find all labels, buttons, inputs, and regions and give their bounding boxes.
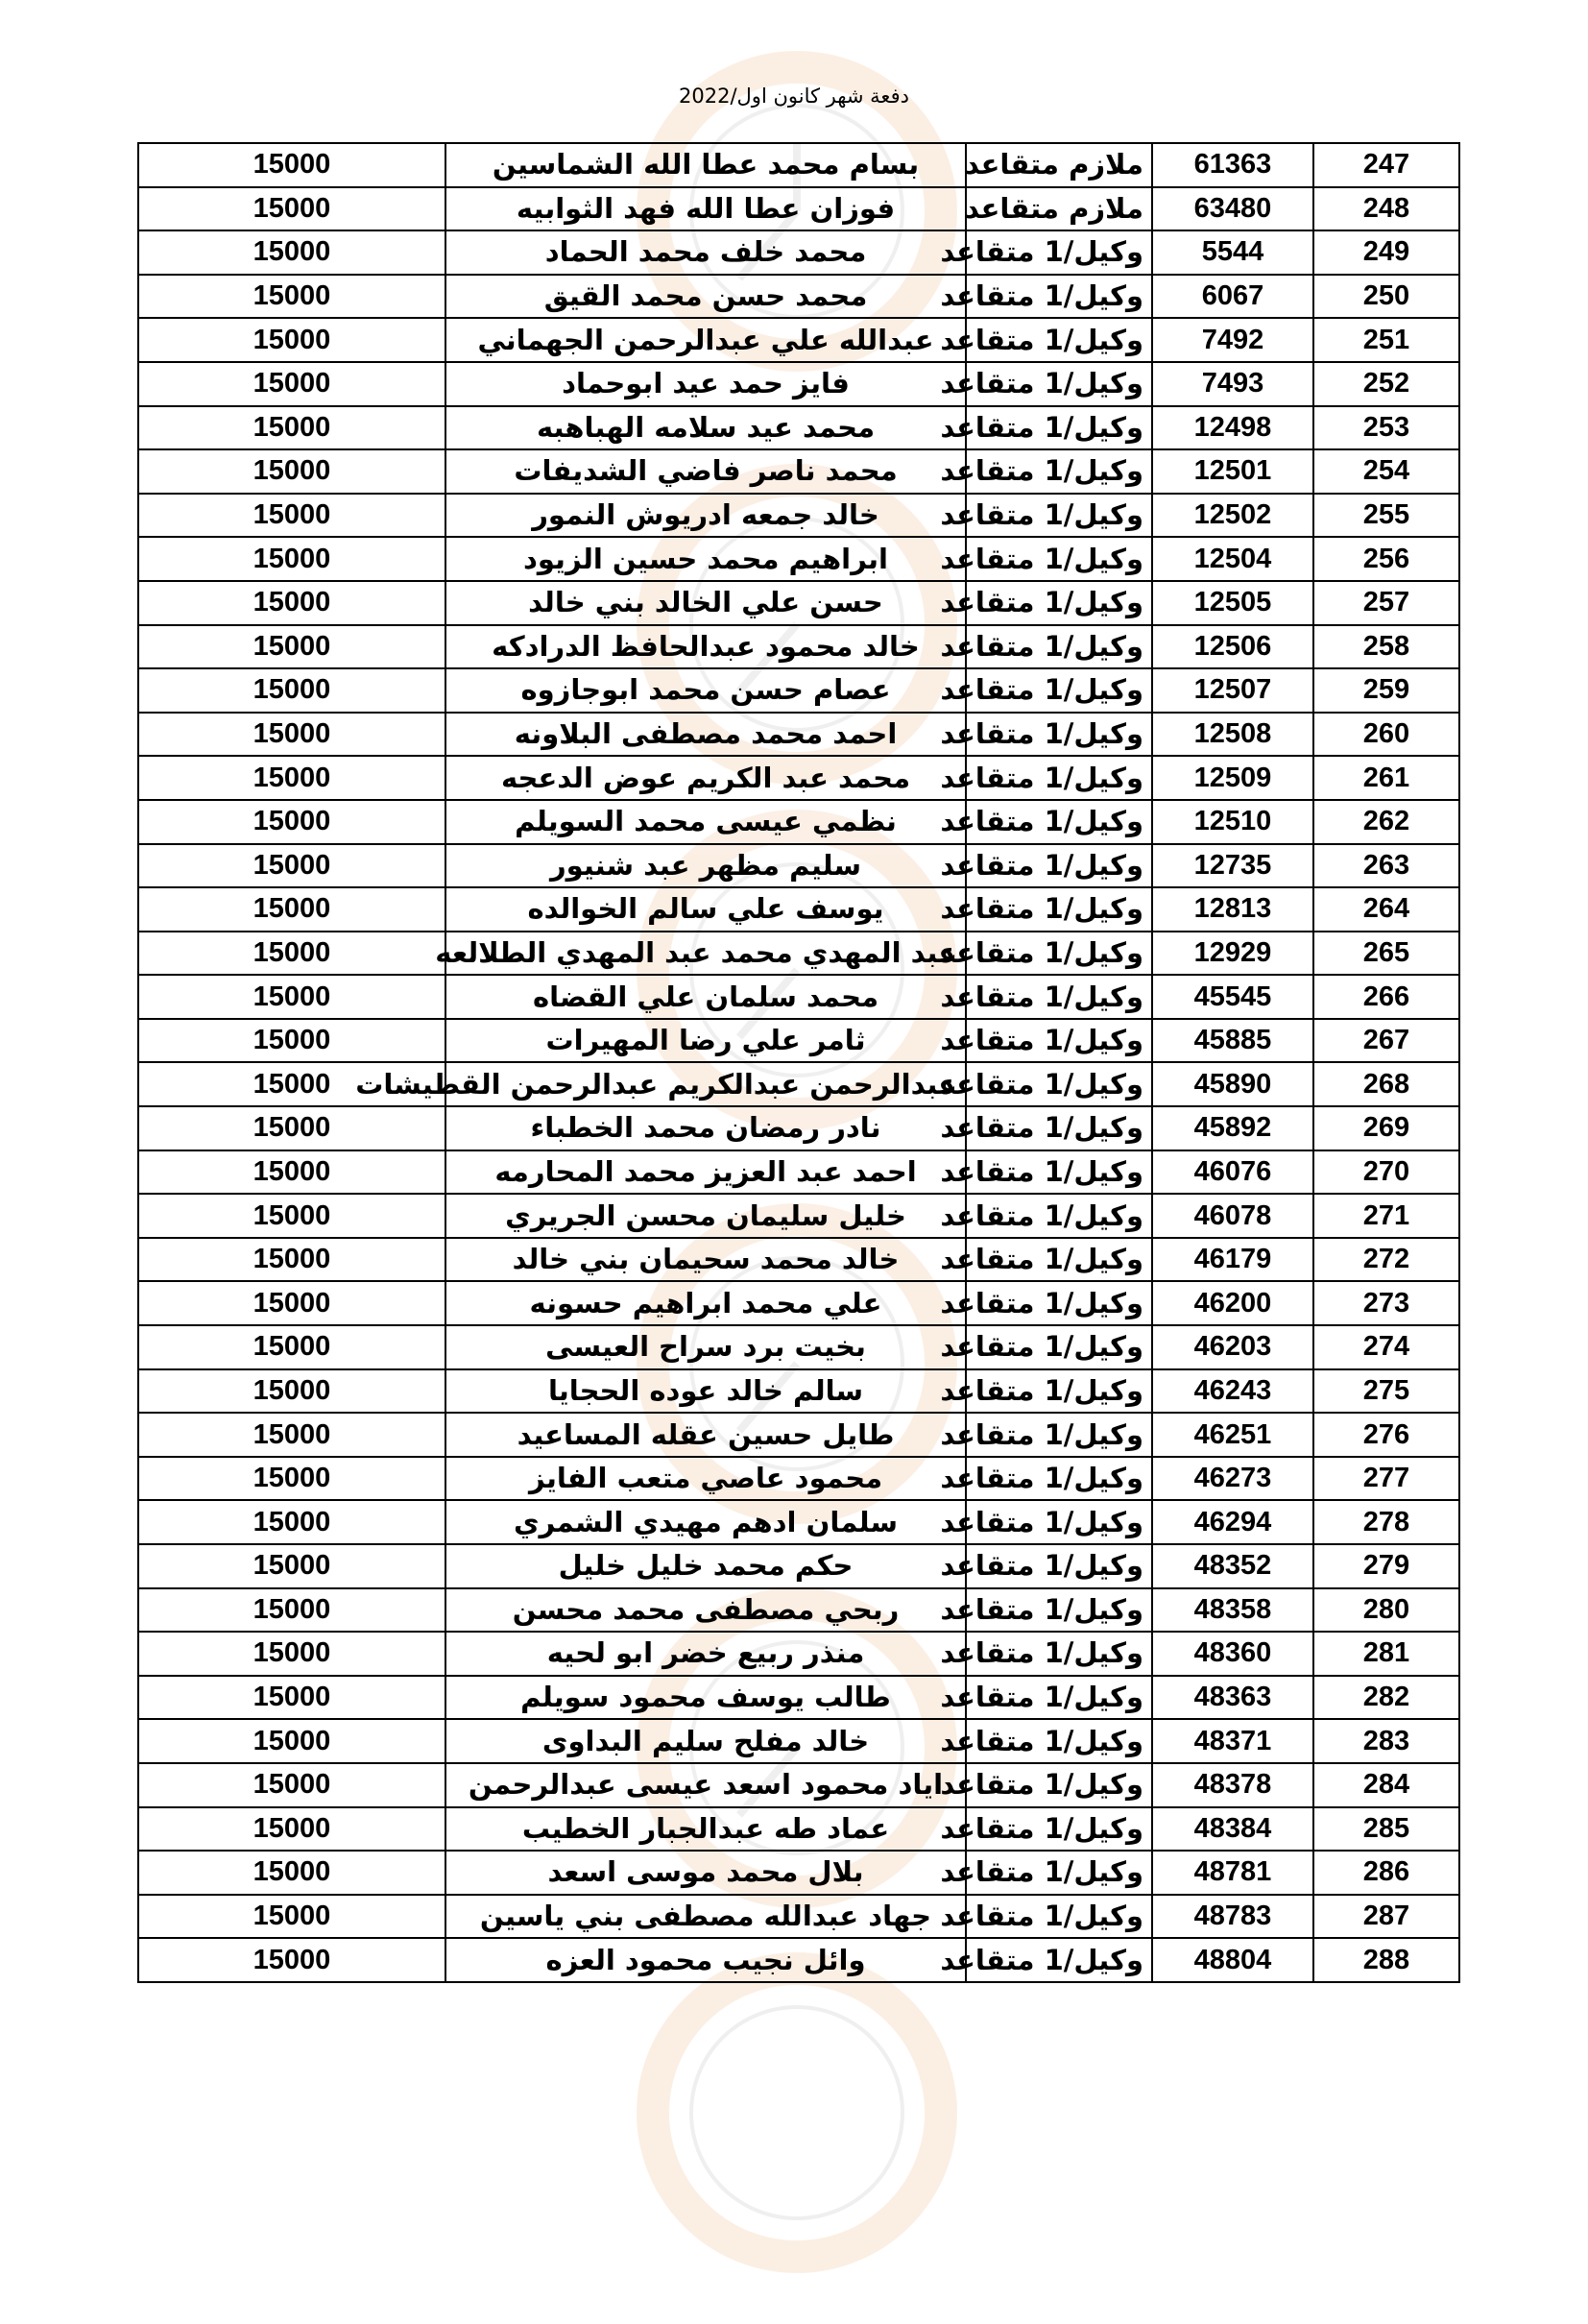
row-name-cell: بلال محمد موسى اسعد bbox=[445, 1851, 966, 1895]
row-amount-cell: 15000 bbox=[138, 1500, 445, 1544]
row-amount-cell: 15000 bbox=[138, 713, 445, 757]
row-number-cell: 46243 bbox=[1152, 1369, 1313, 1414]
table-row bbox=[138, 1938, 1459, 1982]
row-amount-cell: 15000 bbox=[138, 449, 445, 494]
row-seq-cell: 258 bbox=[1313, 625, 1459, 669]
row-number-cell: 12508 bbox=[1152, 713, 1313, 757]
row-amount-cell: 15000 bbox=[138, 275, 445, 319]
row-rank-cell: ملازم متقاعد bbox=[966, 143, 1152, 187]
table-row bbox=[138, 406, 1459, 450]
row-number-cell: 6067 bbox=[1152, 275, 1313, 319]
row-name-cell: فوزان عطا الله فهد الثوابيه bbox=[445, 187, 966, 231]
row-amount-cell: 15000 bbox=[138, 1544, 445, 1588]
table-row bbox=[138, 1106, 1459, 1150]
table-row bbox=[138, 713, 1459, 757]
table-row bbox=[138, 1019, 1459, 1063]
row-amount-cell: 15000 bbox=[138, 406, 445, 450]
row-rank-cell: وكيل/1 متقاعد bbox=[966, 318, 1152, 362]
row-amount-cell: 15000 bbox=[138, 1632, 445, 1676]
row-amount-cell: 15000 bbox=[138, 187, 445, 231]
row-amount-cell: 15000 bbox=[138, 1369, 445, 1414]
row-seq-cell: 281 bbox=[1313, 1632, 1459, 1676]
row-seq-cell: 259 bbox=[1313, 668, 1459, 713]
row-name-cell: علي محمد ابراهيم حسونه bbox=[445, 1281, 966, 1325]
table-row bbox=[138, 1851, 1459, 1895]
row-name-cell: اياد محمود اسعد عيسى عبدالرحمن bbox=[445, 1763, 966, 1807]
row-rank-cell: وكيل/1 متقاعد bbox=[966, 406, 1152, 450]
row-name-cell: عبدالله علي عبدالرحمن الجهماني bbox=[445, 318, 966, 362]
row-seq-cell: 264 bbox=[1313, 887, 1459, 932]
row-amount-cell: 15000 bbox=[138, 844, 445, 888]
row-rank-cell: وكيل/1 متقاعد bbox=[966, 1457, 1152, 1501]
row-amount-cell: 15000 bbox=[138, 668, 445, 713]
row-amount-cell: 15000 bbox=[138, 975, 445, 1019]
table-row bbox=[138, 1719, 1459, 1763]
row-number-cell: 46200 bbox=[1152, 1281, 1313, 1325]
row-name-cell: وائل نجيب محمود العزه bbox=[445, 1938, 966, 1982]
row-rank-cell: وكيل/1 متقاعد bbox=[966, 1150, 1152, 1195]
row-seq-cell: 254 bbox=[1313, 449, 1459, 494]
row-amount-cell: 15000 bbox=[138, 1106, 445, 1150]
row-rank-cell: وكيل/1 متقاعد bbox=[966, 362, 1152, 406]
row-amount-cell: 15000 bbox=[138, 1676, 445, 1720]
row-seq-cell: 276 bbox=[1313, 1413, 1459, 1457]
table-row bbox=[138, 1632, 1459, 1676]
row-number-cell: 12735 bbox=[1152, 844, 1313, 888]
row-amount-cell: 15000 bbox=[138, 1194, 445, 1238]
row-amount-cell: 15000 bbox=[138, 1019, 445, 1063]
row-seq-cell: 260 bbox=[1313, 713, 1459, 757]
table-row bbox=[138, 1413, 1459, 1457]
row-amount-cell: 15000 bbox=[138, 932, 445, 976]
row-number-cell: 12506 bbox=[1152, 625, 1313, 669]
table-row bbox=[138, 581, 1459, 625]
row-name-cell: سلمان ادهم مهيدي الشمري bbox=[445, 1500, 966, 1544]
row-rank-cell: وكيل/1 متقاعد bbox=[966, 537, 1152, 581]
row-number-cell: 48384 bbox=[1152, 1807, 1313, 1852]
row-rank-cell: وكيل/1 متقاعد bbox=[966, 1895, 1152, 1939]
row-rank-cell: وكيل/1 متقاعد bbox=[966, 668, 1152, 713]
table-row bbox=[138, 362, 1459, 406]
row-amount-cell: 15000 bbox=[138, 1719, 445, 1763]
table-row bbox=[138, 230, 1459, 275]
row-rank-cell: وكيل/1 متقاعد bbox=[966, 1676, 1152, 1720]
row-number-cell: 12510 bbox=[1152, 800, 1313, 844]
row-rank-cell: وكيل/1 متقاعد bbox=[966, 1851, 1152, 1895]
row-rank-cell: وكيل/1 متقاعد bbox=[966, 1062, 1152, 1106]
row-name-cell: طالب يوسف محمود سويلم bbox=[445, 1676, 966, 1720]
row-rank-cell: وكيل/1 متقاعد bbox=[966, 844, 1152, 888]
row-name-cell: عبدالرحمن عبدالكريم عبدالرحمن القطيشات bbox=[445, 1062, 966, 1106]
row-name-cell: حكم محمد خليل خليل bbox=[445, 1544, 966, 1588]
row-amount-cell: 15000 bbox=[138, 1062, 445, 1106]
table-row bbox=[138, 975, 1459, 1019]
row-name-cell: محمد عيد سلامه الهباهبه bbox=[445, 406, 966, 450]
table-row bbox=[138, 318, 1459, 362]
row-rank-cell: ملازم متقاعد bbox=[966, 187, 1152, 231]
row-number-cell: 48804 bbox=[1152, 1938, 1313, 1982]
row-name-cell: بسام محمد عطا الله الشماسين bbox=[445, 143, 966, 187]
row-amount-cell: 15000 bbox=[138, 318, 445, 362]
row-seq-cell: 266 bbox=[1313, 975, 1459, 1019]
payment-table bbox=[137, 142, 1460, 1983]
table-row bbox=[138, 844, 1459, 888]
row-seq-cell: 247 bbox=[1313, 143, 1459, 187]
row-seq-cell: 287 bbox=[1313, 1895, 1459, 1939]
row-rank-cell: وكيل/1 متقاعد bbox=[966, 1238, 1152, 1282]
table-row bbox=[138, 143, 1459, 187]
table-row bbox=[138, 449, 1459, 494]
row-number-cell: 48360 bbox=[1152, 1632, 1313, 1676]
row-number-cell: 12509 bbox=[1152, 756, 1313, 800]
table-row bbox=[138, 1676, 1459, 1720]
row-seq-cell: 265 bbox=[1313, 932, 1459, 976]
row-number-cell: 46251 bbox=[1152, 1413, 1313, 1457]
row-amount-cell: 15000 bbox=[138, 1325, 445, 1369]
row-amount-cell: 15000 bbox=[138, 537, 445, 581]
row-seq-cell: 267 bbox=[1313, 1019, 1459, 1063]
row-rank-cell: وكيل/1 متقاعد bbox=[966, 230, 1152, 275]
row-amount-cell: 15000 bbox=[138, 1238, 445, 1282]
row-number-cell: 45890 bbox=[1152, 1062, 1313, 1106]
row-name-cell: عصام حسن محمد ابوجازوه bbox=[445, 668, 966, 713]
row-seq-cell: 252 bbox=[1313, 362, 1459, 406]
row-number-cell: 61363 bbox=[1152, 143, 1313, 187]
row-seq-cell: 272 bbox=[1313, 1238, 1459, 1282]
row-rank-cell: وكيل/1 متقاعد bbox=[966, 800, 1152, 844]
row-name-cell: محمد حسن محمد القيق bbox=[445, 275, 966, 319]
row-seq-cell: 279 bbox=[1313, 1544, 1459, 1588]
row-seq-cell: 280 bbox=[1313, 1588, 1459, 1633]
row-number-cell: 45545 bbox=[1152, 975, 1313, 1019]
row-number-cell: 48363 bbox=[1152, 1676, 1313, 1720]
row-name-cell: محمد عبد الكريم عوض الدعجه bbox=[445, 756, 966, 800]
row-amount-cell: 15000 bbox=[138, 756, 445, 800]
row-rank-cell: وكيل/1 متقاعد bbox=[966, 1413, 1152, 1457]
table-row bbox=[138, 625, 1459, 669]
row-amount-cell: 15000 bbox=[138, 625, 445, 669]
row-number-cell: 48352 bbox=[1152, 1544, 1313, 1588]
row-number-cell: 5544 bbox=[1152, 230, 1313, 275]
row-seq-cell: 283 bbox=[1313, 1719, 1459, 1763]
table-row bbox=[138, 1588, 1459, 1633]
row-rank-cell: وكيل/1 متقاعد bbox=[966, 1325, 1152, 1369]
row-name-cell: يوسف علي سالم الخوالده bbox=[445, 887, 966, 932]
row-number-cell: 46179 bbox=[1152, 1238, 1313, 1282]
row-rank-cell: وكيل/1 متقاعد bbox=[966, 756, 1152, 800]
table-row bbox=[138, 1150, 1459, 1195]
row-seq-cell: 251 bbox=[1313, 318, 1459, 362]
row-amount-cell: 15000 bbox=[138, 362, 445, 406]
table-row bbox=[138, 756, 1459, 800]
row-name-cell: عبد المهدي محمد عبد المهدي الطلالعه bbox=[445, 932, 966, 976]
row-name-cell: منذر ربيع خضر ابو لحيه bbox=[445, 1632, 966, 1676]
row-number-cell: 12501 bbox=[1152, 449, 1313, 494]
row-seq-cell: 285 bbox=[1313, 1807, 1459, 1852]
row-amount-cell: 15000 bbox=[138, 1938, 445, 1982]
table-row bbox=[138, 668, 1459, 713]
row-name-cell: خالد محمود عبدالحافظ الدرادكه bbox=[445, 625, 966, 669]
row-number-cell: 12929 bbox=[1152, 932, 1313, 976]
row-seq-cell: 288 bbox=[1313, 1938, 1459, 1982]
row-number-cell: 46294 bbox=[1152, 1500, 1313, 1544]
table-row bbox=[138, 932, 1459, 976]
row-number-cell: 46078 bbox=[1152, 1194, 1313, 1238]
row-rank-cell: وكيل/1 متقاعد bbox=[966, 975, 1152, 1019]
row-name-cell: عماد طه عبدالجبار الخطيب bbox=[445, 1807, 966, 1852]
row-seq-cell: 256 bbox=[1313, 537, 1459, 581]
row-name-cell: محمود عاصي متعب الفايز bbox=[445, 1457, 966, 1501]
watermark-logo bbox=[595, 1940, 999, 2324]
table-row bbox=[138, 1763, 1459, 1807]
table-row bbox=[138, 275, 1459, 319]
row-amount-cell: 15000 bbox=[138, 1851, 445, 1895]
row-name-cell: خالد جمعه ادريوش النمور bbox=[445, 494, 966, 538]
row-amount-cell: 15000 bbox=[138, 800, 445, 844]
row-rank-cell: وكيل/1 متقاعد bbox=[966, 1194, 1152, 1238]
row-number-cell: 12504 bbox=[1152, 537, 1313, 581]
table-row bbox=[138, 1544, 1459, 1588]
table-row bbox=[138, 1500, 1459, 1544]
row-seq-cell: 270 bbox=[1313, 1150, 1459, 1195]
row-rank-cell: وكيل/1 متقاعد bbox=[966, 625, 1152, 669]
row-number-cell: 46076 bbox=[1152, 1150, 1313, 1195]
row-rank-cell: وكيل/1 متقاعد bbox=[966, 1632, 1152, 1676]
row-rank-cell: وكيل/1 متقاعد bbox=[966, 713, 1152, 757]
row-amount-cell: 15000 bbox=[138, 1807, 445, 1852]
row-name-cell: طايل حسين عقله المساعيد bbox=[445, 1413, 966, 1457]
row-rank-cell: وكيل/1 متقاعد bbox=[966, 1763, 1152, 1807]
row-amount-cell: 15000 bbox=[138, 1150, 445, 1195]
row-seq-cell: 277 bbox=[1313, 1457, 1459, 1501]
row-rank-cell: وكيل/1 متقاعد bbox=[966, 449, 1152, 494]
row-number-cell: 48781 bbox=[1152, 1851, 1313, 1895]
row-rank-cell: وكيل/1 متقاعد bbox=[966, 1938, 1152, 1982]
row-number-cell: 48371 bbox=[1152, 1719, 1313, 1763]
row-seq-cell: 271 bbox=[1313, 1194, 1459, 1238]
row-seq-cell: 284 bbox=[1313, 1763, 1459, 1807]
row-name-cell: محمد ناصر فاضي الشديفات bbox=[445, 449, 966, 494]
row-name-cell: بخيت برد سراح العيسى bbox=[445, 1325, 966, 1369]
row-name-cell: ربحي مصطفى محمد محسن bbox=[445, 1588, 966, 1633]
table-row bbox=[138, 494, 1459, 538]
table-row bbox=[138, 887, 1459, 932]
row-amount-cell: 15000 bbox=[138, 1763, 445, 1807]
row-number-cell: 12507 bbox=[1152, 668, 1313, 713]
row-rank-cell: وكيل/1 متقاعد bbox=[966, 275, 1152, 319]
row-amount-cell: 15000 bbox=[138, 1588, 445, 1633]
row-rank-cell: وكيل/1 متقاعد bbox=[966, 581, 1152, 625]
row-amount-cell: 15000 bbox=[138, 494, 445, 538]
row-amount-cell: 15000 bbox=[138, 581, 445, 625]
table-row bbox=[138, 187, 1459, 231]
payment-table-body bbox=[138, 143, 1459, 1982]
row-amount-cell: 15000 bbox=[138, 1895, 445, 1939]
row-name-cell: فايز حمد عيد ابوحماد bbox=[445, 362, 966, 406]
row-seq-cell: 274 bbox=[1313, 1325, 1459, 1369]
row-rank-cell: وكيل/1 متقاعد bbox=[966, 1281, 1152, 1325]
row-name-cell: خالد محمد سحيمان بني خالد bbox=[445, 1238, 966, 1282]
row-rank-cell: وكيل/1 متقاعد bbox=[966, 887, 1152, 932]
row-number-cell: 48358 bbox=[1152, 1588, 1313, 1633]
row-name-cell: نادر رمضان محمد الخطباء bbox=[445, 1106, 966, 1150]
row-seq-cell: 250 bbox=[1313, 275, 1459, 319]
row-seq-cell: 286 bbox=[1313, 1851, 1459, 1895]
table-row bbox=[138, 1325, 1459, 1369]
row-name-cell: ثامر علي رضا المهيرات bbox=[445, 1019, 966, 1063]
row-number-cell: 63480 bbox=[1152, 187, 1313, 231]
row-amount-cell: 15000 bbox=[138, 1413, 445, 1457]
row-number-cell: 12502 bbox=[1152, 494, 1313, 538]
row-seq-cell: 261 bbox=[1313, 756, 1459, 800]
row-name-cell: سالم خالد عوده الحجايا bbox=[445, 1369, 966, 1414]
row-name-cell: احمد محمد مصطفى البلاونه bbox=[445, 713, 966, 757]
row-name-cell: حسن علي الخالد بني خالد bbox=[445, 581, 966, 625]
row-number-cell: 48783 bbox=[1152, 1895, 1313, 1939]
table-row bbox=[138, 1062, 1459, 1106]
row-seq-cell: 255 bbox=[1313, 494, 1459, 538]
row-seq-cell: 268 bbox=[1313, 1062, 1459, 1106]
row-seq-cell: 262 bbox=[1313, 800, 1459, 844]
row-amount-cell: 15000 bbox=[138, 887, 445, 932]
row-rank-cell: وكيل/1 متقاعد bbox=[966, 1019, 1152, 1063]
table-row bbox=[138, 1281, 1459, 1325]
row-number-cell: 46203 bbox=[1152, 1325, 1313, 1369]
row-name-cell: سليم مظهر عبد شنيور bbox=[445, 844, 966, 888]
table-row bbox=[138, 537, 1459, 581]
row-seq-cell: 269 bbox=[1313, 1106, 1459, 1150]
row-name-cell: محمد خلف محمد الحماد bbox=[445, 230, 966, 275]
row-name-cell: محمد سلمان علي القضاه bbox=[445, 975, 966, 1019]
row-amount-cell: 15000 bbox=[138, 230, 445, 275]
table-row bbox=[138, 1238, 1459, 1282]
row-rank-cell: وكيل/1 متقاعد bbox=[966, 1719, 1152, 1763]
row-name-cell: نظمي عيسى محمد السويلم bbox=[445, 800, 966, 844]
row-seq-cell: 257 bbox=[1313, 581, 1459, 625]
row-number-cell: 12498 bbox=[1152, 406, 1313, 450]
row-seq-cell: 253 bbox=[1313, 406, 1459, 450]
row-number-cell: 7493 bbox=[1152, 362, 1313, 406]
row-rank-cell: وكيل/1 متقاعد bbox=[966, 1106, 1152, 1150]
row-seq-cell: 248 bbox=[1313, 187, 1459, 231]
table-row bbox=[138, 1457, 1459, 1501]
row-number-cell: 12505 bbox=[1152, 581, 1313, 625]
row-rank-cell: وكيل/1 متقاعد bbox=[966, 1807, 1152, 1852]
table-row bbox=[138, 800, 1459, 844]
row-name-cell: خليل سليمان محسن الجريري bbox=[445, 1194, 966, 1238]
row-seq-cell: 275 bbox=[1313, 1369, 1459, 1414]
table-row bbox=[138, 1807, 1459, 1852]
row-rank-cell: وكيل/1 متقاعد bbox=[966, 1544, 1152, 1588]
row-name-cell: خالد مفلح سليم البداوى bbox=[445, 1719, 966, 1763]
row-amount-cell: 15000 bbox=[138, 1457, 445, 1501]
row-number-cell: 48378 bbox=[1152, 1763, 1313, 1807]
row-rank-cell: وكيل/1 متقاعد bbox=[966, 1500, 1152, 1544]
row-name-cell: ابراهيم محمد حسين الزيود bbox=[445, 537, 966, 581]
row-seq-cell: 282 bbox=[1313, 1676, 1459, 1720]
row-number-cell: 7492 bbox=[1152, 318, 1313, 362]
row-rank-cell: وكيل/1 متقاعد bbox=[966, 1369, 1152, 1414]
row-seq-cell: 263 bbox=[1313, 844, 1459, 888]
row-rank-cell: وكيل/1 متقاعد bbox=[966, 1588, 1152, 1633]
row-seq-cell: 273 bbox=[1313, 1281, 1459, 1325]
row-seq-cell: 249 bbox=[1313, 230, 1459, 275]
row-number-cell: 12813 bbox=[1152, 887, 1313, 932]
row-amount-cell: 15000 bbox=[138, 143, 445, 187]
row-seq-cell: 278 bbox=[1313, 1500, 1459, 1544]
row-rank-cell: وكيل/1 متقاعد bbox=[966, 932, 1152, 976]
table-row bbox=[138, 1895, 1459, 1939]
row-number-cell: 46273 bbox=[1152, 1457, 1313, 1501]
table-row bbox=[138, 1194, 1459, 1238]
row-name-cell: احمد عبد العزيز محمد المحارمه bbox=[445, 1150, 966, 1195]
row-rank-cell: وكيل/1 متقاعد bbox=[966, 494, 1152, 538]
row-name-cell: جهاد عبدالله مصطفى بني ياسين bbox=[445, 1895, 966, 1939]
row-number-cell: 45892 bbox=[1152, 1106, 1313, 1150]
row-number-cell: 45885 bbox=[1152, 1019, 1313, 1063]
page-title: دفعة شهر كانون اول/2022 bbox=[679, 85, 909, 108]
row-amount-cell: 15000 bbox=[138, 1281, 445, 1325]
table-row bbox=[138, 1369, 1459, 1414]
